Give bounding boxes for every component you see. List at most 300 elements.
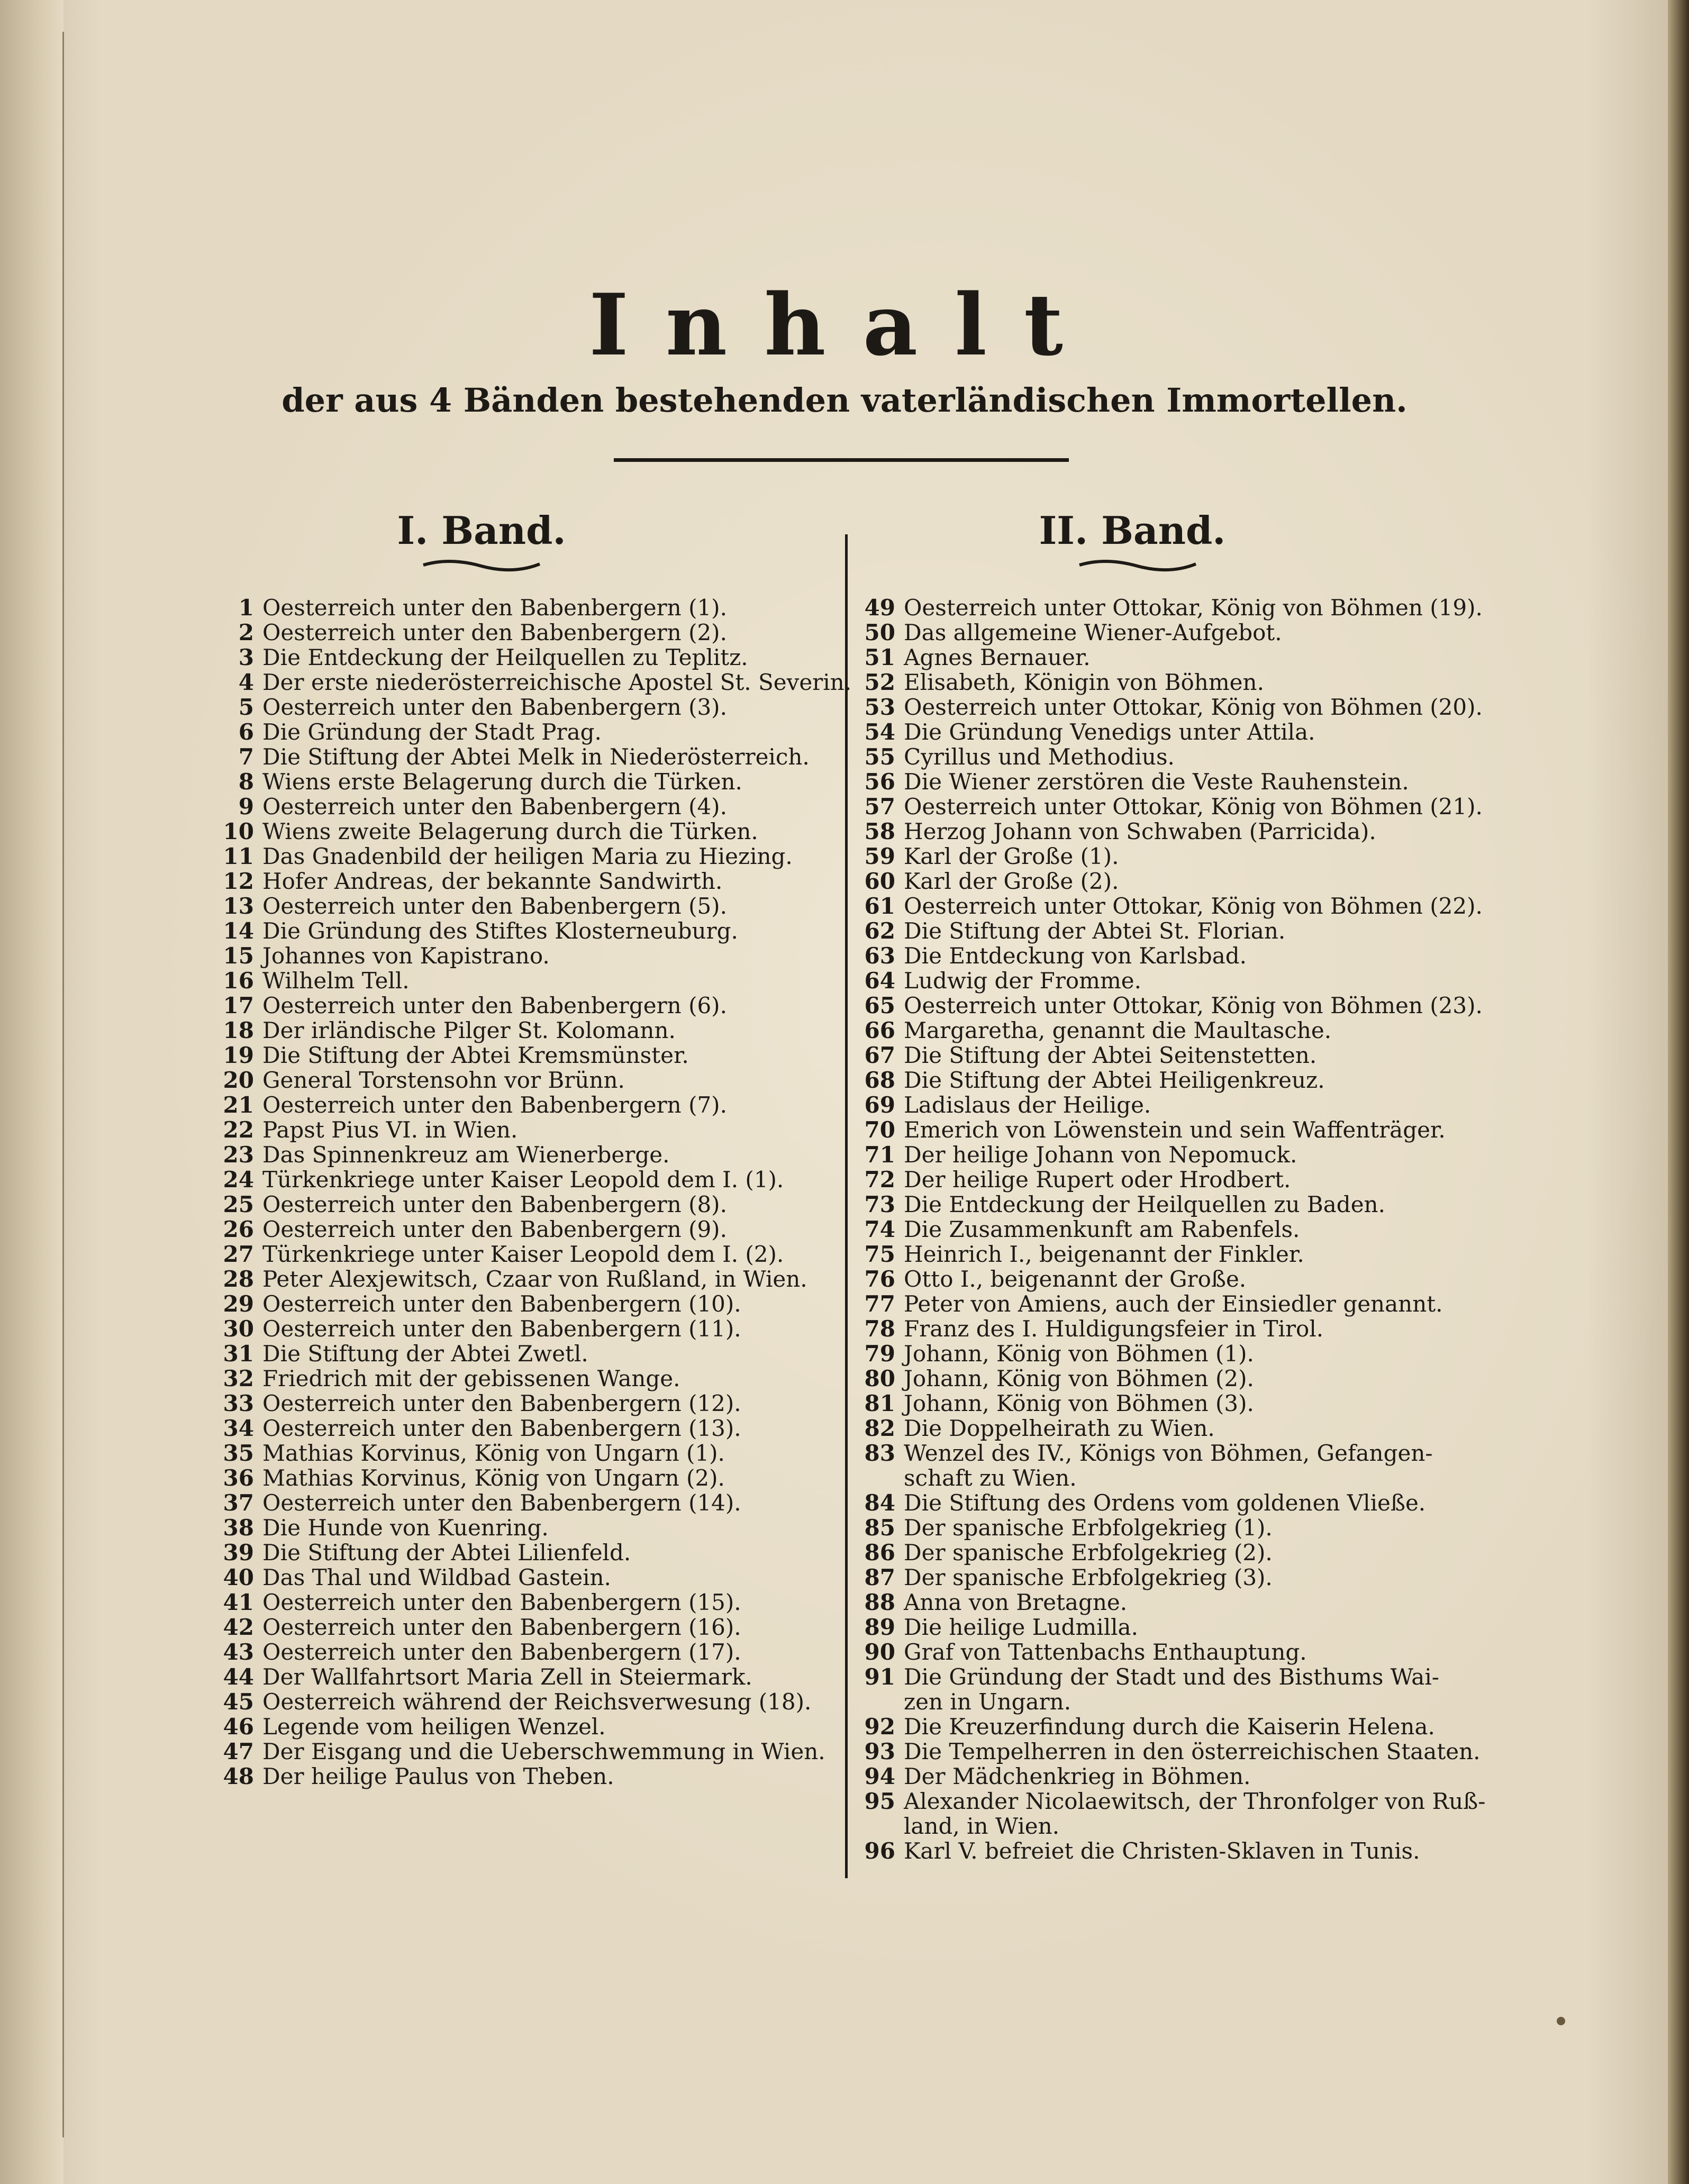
- entry-title: Der irländische Pilger St. Kolomann.: [262, 1017, 676, 1043]
- contents-entry: [852, 1789, 1485, 1814]
- contents-entry: [222, 744, 851, 769]
- entry-title: Peter Alexjewitsch, Czaar von Rußland, in Wien.: [262, 1266, 807, 1292]
- entry-title: Oesterreich unter den Babenbergern (7).: [262, 1092, 727, 1118]
- entry-number: 85: [864, 1515, 895, 1541]
- contents-entry: [222, 1441, 851, 1466]
- entry-title: Oesterreich unter den Babenbergern (17).: [262, 1639, 741, 1665]
- entry-title: Johann, König von Böhmen (1).: [904, 1341, 1254, 1367]
- entry-continuation: zen in Ungarn.: [904, 1689, 1071, 1715]
- contents-entry: [222, 1689, 851, 1714]
- entry-number: 4: [238, 669, 254, 695]
- title-rule: [614, 458, 1069, 462]
- contents-entry: [222, 1515, 851, 1540]
- contents-entry: [852, 744, 1485, 769]
- contents-entry: [852, 794, 1485, 819]
- entry-number: 75: [864, 1241, 895, 1267]
- entry-title: Die Hunde von Kuenring.: [262, 1515, 549, 1541]
- entry-title: Der heilige Rupert oder Hrodbert.: [904, 1167, 1291, 1193]
- entry-number: 58: [864, 818, 895, 844]
- band-heading-right: II. Band.: [1039, 508, 1226, 553]
- entry-number: 73: [864, 1191, 895, 1217]
- entry-title: Oesterreich unter den Babenbergern (16).: [262, 1614, 741, 1640]
- page-subtitle: der aus 4 Bänden bestehenden vaterländischen Immortellen.: [282, 381, 1408, 420]
- entry-number: 51: [864, 644, 895, 670]
- entry-title: Die Stiftung der Abtei Seitenstetten.: [904, 1042, 1317, 1068]
- contents-entry: [852, 1391, 1485, 1416]
- entry-title: Wiens erste Belagerung durch die Türken.: [262, 769, 742, 795]
- entry-title: Die Stiftung der Abtei Lilienfeld.: [262, 1540, 631, 1566]
- contents-entry: [222, 1565, 851, 1590]
- entry-title: Alexander Nicolaewitsch, der Thronfolger von Ruß-: [904, 1788, 1486, 1814]
- contents-entry: [222, 670, 851, 695]
- contents-entry: [852, 869, 1485, 894]
- entry-number: 74: [864, 1216, 895, 1242]
- contents-entry: [222, 620, 851, 645]
- entry-number: 29: [223, 1291, 254, 1317]
- entry-title: Margaretha, genannt die Maultasche.: [904, 1017, 1332, 1043]
- entry-title: Johann, König von Böhmen (3).: [904, 1390, 1254, 1416]
- contents-entry: [222, 1416, 851, 1441]
- entry-title: Oesterreich unter den Babenbergern (6).: [262, 993, 727, 1018]
- contents-entry: [852, 819, 1485, 844]
- entry-number: 86: [864, 1540, 895, 1566]
- contents-entry: [222, 1714, 851, 1739]
- contents-entry: [222, 1167, 851, 1192]
- entry-title: Elisabeth, Königin von Böhmen.: [904, 669, 1264, 695]
- entry-number: 27: [223, 1241, 254, 1267]
- entry-title: Die Kreuzerfindung durch die Kaiserin Helena.: [904, 1714, 1435, 1740]
- contents-entry: [852, 1590, 1485, 1615]
- contents-entry: [852, 844, 1485, 869]
- contents-entry: [852, 918, 1485, 943]
- entry-title: Die Wiener zerstören die Veste Rauhenstein.: [904, 769, 1409, 795]
- entry-title: Die Tempelherren in den österreichischen Staaten.: [904, 1739, 1481, 1764]
- entry-title: Die Entdeckung der Heilquellen zu Baden.: [904, 1191, 1385, 1217]
- entry-number: 62: [864, 918, 895, 944]
- entry-number: 71: [864, 1142, 895, 1168]
- entry-number: 53: [864, 694, 895, 720]
- contents-list-right: [852, 595, 1485, 1863]
- entry-title: Oesterreich unter den Babenbergern (15).: [262, 1589, 741, 1615]
- entry-title: Türkenkriege unter Kaiser Leopold dem I. (1).: [262, 1167, 784, 1193]
- contents-entry: [222, 968, 851, 993]
- contents-entry: [222, 1764, 851, 1789]
- entry-title: Oesterreich unter den Babenbergern (10).: [262, 1291, 741, 1317]
- contents-entry: [852, 1192, 1485, 1217]
- entry-number: 16: [223, 968, 254, 994]
- entry-number: 78: [864, 1316, 895, 1342]
- entry-title: Der Mädchenkrieg in Böhmen.: [904, 1763, 1251, 1789]
- contents-entry: [222, 1242, 851, 1267]
- contents-entry: [852, 1316, 1485, 1341]
- entry-number: 49: [864, 595, 895, 621]
- entry-number: 7: [238, 744, 254, 770]
- entry-number: 44: [223, 1664, 254, 1690]
- entry-number: 89: [864, 1614, 895, 1640]
- contents-entry: [852, 1142, 1485, 1167]
- contents-entry: [222, 993, 851, 1018]
- entry-number: 10: [223, 818, 254, 844]
- entry-title: Oesterreich unter den Babenbergern (4).: [262, 794, 727, 820]
- entry-title: Ladislaus der Heilige.: [904, 1092, 1151, 1118]
- entry-number: 17: [223, 993, 254, 1018]
- entry-number: 65: [864, 993, 895, 1018]
- entry-number: 91: [864, 1664, 895, 1690]
- contents-entry: [852, 645, 1485, 670]
- entry-title: Mathias Korvinus, König von Ungarn (2).: [262, 1465, 725, 1491]
- contents-entry: [222, 1739, 851, 1764]
- entry-number: 76: [864, 1266, 895, 1292]
- entry-title: Friedrich mit der gebissenen Wange.: [262, 1366, 680, 1391]
- entry-title: Karl der Große (1).: [904, 843, 1119, 869]
- contents-entry: [852, 1366, 1485, 1391]
- contents-entry: [222, 794, 851, 819]
- entry-number: 47: [223, 1739, 254, 1764]
- entry-number: 59: [864, 843, 895, 869]
- contents-entry: [222, 1490, 851, 1515]
- entry-number: 36: [223, 1465, 254, 1491]
- entry-title: Oesterreich unter Ottokar, König von Böhmen (19).: [904, 595, 1483, 621]
- entry-number: 82: [864, 1415, 895, 1441]
- entry-title: Die Zusammenkunft am Rabenfels.: [904, 1216, 1300, 1242]
- entry-title: Oesterreich unter Ottokar, König von Böhmen (21).: [904, 794, 1483, 820]
- entry-number: 8: [238, 769, 254, 795]
- contents-entry: [852, 1664, 1485, 1689]
- contents-list-left: [222, 595, 851, 1789]
- entry-number: 79: [864, 1341, 895, 1367]
- entry-number: 21: [223, 1092, 254, 1118]
- contents-entry: [852, 1167, 1485, 1192]
- entry-number: 35: [223, 1440, 254, 1466]
- entry-number: 22: [223, 1117, 254, 1143]
- entry-title: Karl V. befreiet die Christen-Sklaven in Tunis.: [904, 1838, 1420, 1864]
- entry-title: Die Gründung der Stadt und des Bisthums Wai-: [904, 1664, 1439, 1690]
- entry-title: Der erste niederösterreichische Apostel St. Severin.: [262, 669, 852, 695]
- entry-title: Wenzel des IV., Königs von Böhmen, Gefangen-: [904, 1440, 1433, 1466]
- entry-title: Die Entdeckung von Karlsbad.: [904, 943, 1247, 969]
- contents-entry: [852, 1640, 1485, 1664]
- entry-title: Karl der Große (2).: [904, 868, 1119, 894]
- entry-number: 52: [864, 669, 895, 695]
- contents-entry: [222, 844, 851, 869]
- entry-title: Die Gründung des Stiftes Klosterneuburg.: [262, 918, 738, 944]
- entry-number: 92: [864, 1714, 895, 1740]
- entry-number: 83: [864, 1440, 895, 1466]
- entry-number: 77: [864, 1291, 895, 1317]
- contents-entry: [852, 968, 1485, 993]
- entry-number: 41: [223, 1589, 254, 1615]
- entry-title: Papst Pius VI. in Wien.: [262, 1117, 518, 1143]
- entry-title: Peter von Amiens, auch der Einsiedler genannt.: [904, 1291, 1443, 1317]
- entry-title: Mathias Korvinus, König von Ungarn (1).: [262, 1440, 725, 1466]
- entry-title: Johann, König von Böhmen (2).: [904, 1366, 1254, 1391]
- entry-title: Das Gnadenbild der heiligen Maria zu Hiezing.: [262, 843, 793, 869]
- entry-number: 80: [864, 1366, 895, 1391]
- entry-number: 1: [238, 595, 254, 621]
- entry-number: 90: [864, 1639, 895, 1665]
- entry-title: Oesterreich unter Ottokar, König von Böhmen (23).: [904, 993, 1483, 1018]
- flourish-ornament-left: [418, 554, 545, 576]
- contents-entry: [222, 943, 851, 968]
- entry-number: 18: [223, 1017, 254, 1043]
- contents-entry: [852, 1217, 1485, 1242]
- entry-number: 31: [223, 1341, 254, 1367]
- entry-number: 50: [864, 620, 895, 645]
- entry-number: 34: [223, 1415, 254, 1441]
- entry-number: 23: [223, 1142, 254, 1168]
- contents-entry: [852, 1441, 1485, 1466]
- flourish-ornament-right: [1074, 554, 1201, 576]
- entry-number: 54: [864, 719, 895, 745]
- entry-title: Die Stiftung der Abtei Melk in Niederösterreich.: [262, 744, 810, 770]
- entry-title: Der Eisgang und die Ueberschwemmung in Wien.: [262, 1739, 825, 1764]
- entry-title: Die Entdeckung der Heilquellen zu Teplitz.: [262, 644, 748, 670]
- entry-number: 9: [238, 794, 254, 820]
- contents-entry: [852, 769, 1485, 794]
- entry-number: 25: [223, 1191, 254, 1217]
- entry-number: 95: [864, 1788, 895, 1814]
- entry-number: 24: [223, 1167, 254, 1193]
- contents-entry: [222, 1540, 851, 1565]
- entry-number: 33: [223, 1390, 254, 1416]
- contents-entry: [222, 1018, 851, 1043]
- contents-entry: [222, 1341, 851, 1366]
- entry-title: Das Thal und Wildbad Gastein.: [262, 1564, 611, 1590]
- entry-title: Oesterreich unter Ottokar, König von Böhmen (22).: [904, 893, 1483, 919]
- entry-number: 94: [864, 1763, 895, 1789]
- entry-number: 45: [223, 1689, 254, 1715]
- entry-title: Die Doppelheirath zu Wien.: [904, 1415, 1215, 1441]
- contents-entry: [222, 894, 851, 918]
- entry-number: 6: [238, 719, 254, 745]
- entry-number: 67: [864, 1042, 895, 1068]
- entry-number: 84: [864, 1490, 895, 1516]
- entry-number: 3: [238, 644, 254, 670]
- contents-entry: [852, 1515, 1485, 1540]
- entry-number: 37: [223, 1490, 254, 1516]
- entry-title: Der spanische Erbfolgekrieg (2).: [904, 1540, 1273, 1566]
- entry-number: 66: [864, 1017, 895, 1043]
- entry-title: Wiens zweite Belagerung durch die Türken.: [262, 818, 758, 844]
- contents-entry: [852, 1341, 1485, 1366]
- entry-title: Die heilige Ludmilla.: [904, 1614, 1138, 1640]
- contents-entry: [852, 1490, 1485, 1515]
- entry-title: Oesterreich unter den Babenbergern (12).: [262, 1390, 741, 1416]
- contents-entry: [852, 1093, 1485, 1117]
- entry-number: 15: [223, 943, 254, 969]
- contents-entry: [222, 1664, 851, 1689]
- contents-entry: [852, 1565, 1485, 1590]
- entry-title: Oesterreich unter Ottokar, König von Böhmen (20).: [904, 694, 1483, 720]
- contents-entry: [222, 1291, 851, 1316]
- entry-number: 48: [223, 1763, 254, 1789]
- entry-title: Oesterreich während der Reichsverwesung (18).: [262, 1689, 812, 1715]
- entry-title: Der spanische Erbfolgekrieg (3).: [904, 1564, 1273, 1590]
- entry-title: Ludwig der Fromme.: [904, 968, 1141, 994]
- contents-entry: [222, 1366, 851, 1391]
- entry-number: 11: [223, 843, 254, 869]
- entry-number: 68: [864, 1067, 895, 1093]
- entry-number: 43: [223, 1639, 254, 1665]
- entry-number: 55: [864, 744, 895, 770]
- entry-number: 28: [223, 1266, 254, 1292]
- entry-number: 32: [223, 1366, 254, 1391]
- contents-entry: [852, 943, 1485, 968]
- entry-number: 30: [223, 1316, 254, 1342]
- entry-title: Legende vom heiligen Wenzel.: [262, 1714, 606, 1740]
- contents-entry: [222, 645, 851, 670]
- entry-title: Das Spinnenkreuz am Wienerberge.: [262, 1142, 670, 1168]
- entry-number: 61: [864, 893, 895, 919]
- entry-title: Wilhelm Tell.: [262, 968, 410, 994]
- entry-title: Agnes Bernauer.: [904, 644, 1091, 670]
- entry-title: Der spanische Erbfolgekrieg (1).: [904, 1515, 1273, 1541]
- entry-title: Oesterreich unter den Babenbergern (8).: [262, 1191, 727, 1217]
- entry-number: 20: [223, 1067, 254, 1093]
- contents-entry: [852, 620, 1485, 645]
- entry-number: 38: [223, 1515, 254, 1541]
- contents-entry: [852, 1043, 1485, 1068]
- entry-number: 5: [238, 694, 254, 720]
- entry-number: 13: [223, 893, 254, 919]
- page-title: Inhalt: [589, 275, 1100, 375]
- entry-number: 2: [238, 620, 254, 645]
- entry-number: 56: [864, 769, 895, 795]
- contents-entry: [852, 1242, 1485, 1267]
- entry-title: Die Gründung Venedigs unter Attila.: [904, 719, 1315, 745]
- contents-entry: [222, 1093, 851, 1117]
- entry-continuation: land, in Wien.: [904, 1813, 1060, 1839]
- entry-title: Türkenkriege unter Kaiser Leopold dem I. (2).: [262, 1241, 784, 1267]
- contents-entry: [852, 993, 1485, 1018]
- entry-number: 26: [223, 1216, 254, 1242]
- entry-title: Die Stiftung der Abtei Zwetl.: [262, 1341, 588, 1367]
- entry-title: Die Gründung der Stadt Prag.: [262, 719, 602, 745]
- contents-entry: [852, 1714, 1485, 1739]
- entry-number: 69: [864, 1092, 895, 1118]
- contents-entry: [852, 1267, 1485, 1291]
- entry-title: Oesterreich unter den Babenbergern (9).: [262, 1216, 727, 1242]
- entry-title: Anna von Bretagne.: [904, 1589, 1128, 1615]
- entry-title: Oesterreich unter den Babenbergern (3).: [262, 694, 727, 720]
- contents-entry: [852, 695, 1485, 720]
- entry-title: Der heilige Paulus von Theben.: [262, 1763, 614, 1789]
- entry-number: 96: [864, 1838, 895, 1864]
- entry-title: Johannes von Kapistrano.: [262, 943, 550, 969]
- entry-number: 60: [864, 868, 895, 894]
- contents-entry: [222, 720, 851, 744]
- band-heading-left: I. Band.: [397, 508, 566, 553]
- entry-title: Graf von Tattenbachs Enthauptung.: [904, 1639, 1307, 1665]
- entry-title: Herzog Johann von Schwaben (Parricida).: [904, 818, 1376, 844]
- entry-title: Otto I., beigenannt der Große.: [904, 1266, 1247, 1292]
- entry-number: 39: [223, 1540, 254, 1566]
- entry-number: 87: [864, 1564, 895, 1590]
- contents-entry: [222, 1142, 851, 1167]
- contents-entry: [852, 1739, 1485, 1764]
- contents-entry: [222, 769, 851, 794]
- entry-title: Die Stiftung der Abtei St. Florian.: [904, 918, 1286, 944]
- entry-title: Die Stiftung der Abtei Kremsmünster.: [262, 1042, 689, 1068]
- contents-entry: [222, 869, 851, 894]
- entry-title: Emerich von Löwenstein und sein Waffenträger.: [904, 1117, 1446, 1143]
- entry-title: Franz des I. Huldigungsfeier in Tirol.: [904, 1316, 1324, 1342]
- entry-number: 42: [223, 1614, 254, 1640]
- contents-entry: [222, 1043, 851, 1068]
- ink-mark-icon: [1550, 2010, 1572, 2032]
- contents-entry: [852, 1018, 1485, 1043]
- entry-number: 57: [864, 794, 895, 820]
- entry-number: 46: [223, 1714, 254, 1740]
- entry-number: 72: [864, 1167, 895, 1193]
- entry-title: Oesterreich unter den Babenbergern (5).: [262, 893, 727, 919]
- contents-entry: [852, 894, 1485, 918]
- contents-entry: [852, 1117, 1485, 1142]
- contents-entry: [222, 1640, 851, 1664]
- contents-entry: [222, 819, 851, 844]
- entry-number: 19: [223, 1042, 254, 1068]
- contents-entry: [222, 1615, 851, 1640]
- entry-title: Der heilige Johann von Nepomuck.: [904, 1142, 1297, 1168]
- entry-number: 12: [223, 868, 254, 894]
- entry-title: Die Stiftung des Ordens vom goldenen Vließe.: [904, 1490, 1426, 1516]
- contents-entry: [852, 720, 1485, 744]
- contents-entry: [852, 1615, 1485, 1640]
- entry-number: 63: [864, 943, 895, 969]
- contents-entry: [222, 1267, 851, 1291]
- entry-title: Oesterreich unter den Babenbergern (14).: [262, 1490, 741, 1516]
- contents-entry: [852, 1839, 1485, 1863]
- contents-entry: [222, 1316, 851, 1341]
- entry-number: 64: [864, 968, 895, 994]
- contents-entry: [222, 1590, 851, 1615]
- contents-entry: [852, 595, 1485, 620]
- entry-title: Oesterreich unter den Babenbergern (13).: [262, 1415, 741, 1441]
- contents-entry: [222, 1192, 851, 1217]
- contents-entry: [222, 1068, 851, 1093]
- entry-title: Das allgemeine Wiener-Aufgebot.: [904, 620, 1282, 645]
- entry-title: Oesterreich unter den Babenbergern (1).: [262, 595, 727, 621]
- entry-title: Die Stiftung der Abtei Heiligenkreuz.: [904, 1067, 1325, 1093]
- contents-entry: [222, 1217, 851, 1242]
- entry-title: Hofer Andreas, der bekannte Sandwirth.: [262, 868, 723, 894]
- entry-number: 81: [864, 1390, 895, 1416]
- entry-title: Oesterreich unter den Babenbergern (11).: [262, 1316, 741, 1342]
- entry-continuation: schaft zu Wien.: [904, 1465, 1077, 1491]
- contents-entry: [222, 1391, 851, 1416]
- entry-number: 14: [223, 918, 254, 944]
- contents-entry: [222, 918, 851, 943]
- contents-entry: [222, 595, 851, 620]
- entry-number: 70: [864, 1117, 895, 1143]
- entry-title: Oesterreich unter den Babenbergern (2).: [262, 620, 727, 645]
- contents-entry: [852, 1540, 1485, 1565]
- entry-title: General Torstensohn vor Brünn.: [262, 1067, 625, 1093]
- contents-entry: [222, 1466, 851, 1490]
- entry-number: 88: [864, 1589, 895, 1615]
- contents-entry: [222, 695, 851, 720]
- contents-entry: [852, 670, 1485, 695]
- contents-entry: [852, 1291, 1485, 1316]
- entry-number: 93: [864, 1739, 895, 1764]
- contents-entry: [852, 1764, 1485, 1789]
- contents-entry: [852, 1068, 1485, 1093]
- entry-title: Heinrich I., beigenannt der Finkler.: [904, 1241, 1304, 1267]
- entry-title: Der Wallfahrtsort Maria Zell in Steiermark.: [262, 1664, 752, 1690]
- entry-number: 40: [223, 1564, 254, 1590]
- contents-entry: [222, 1117, 851, 1142]
- contents-entry: [852, 1416, 1485, 1441]
